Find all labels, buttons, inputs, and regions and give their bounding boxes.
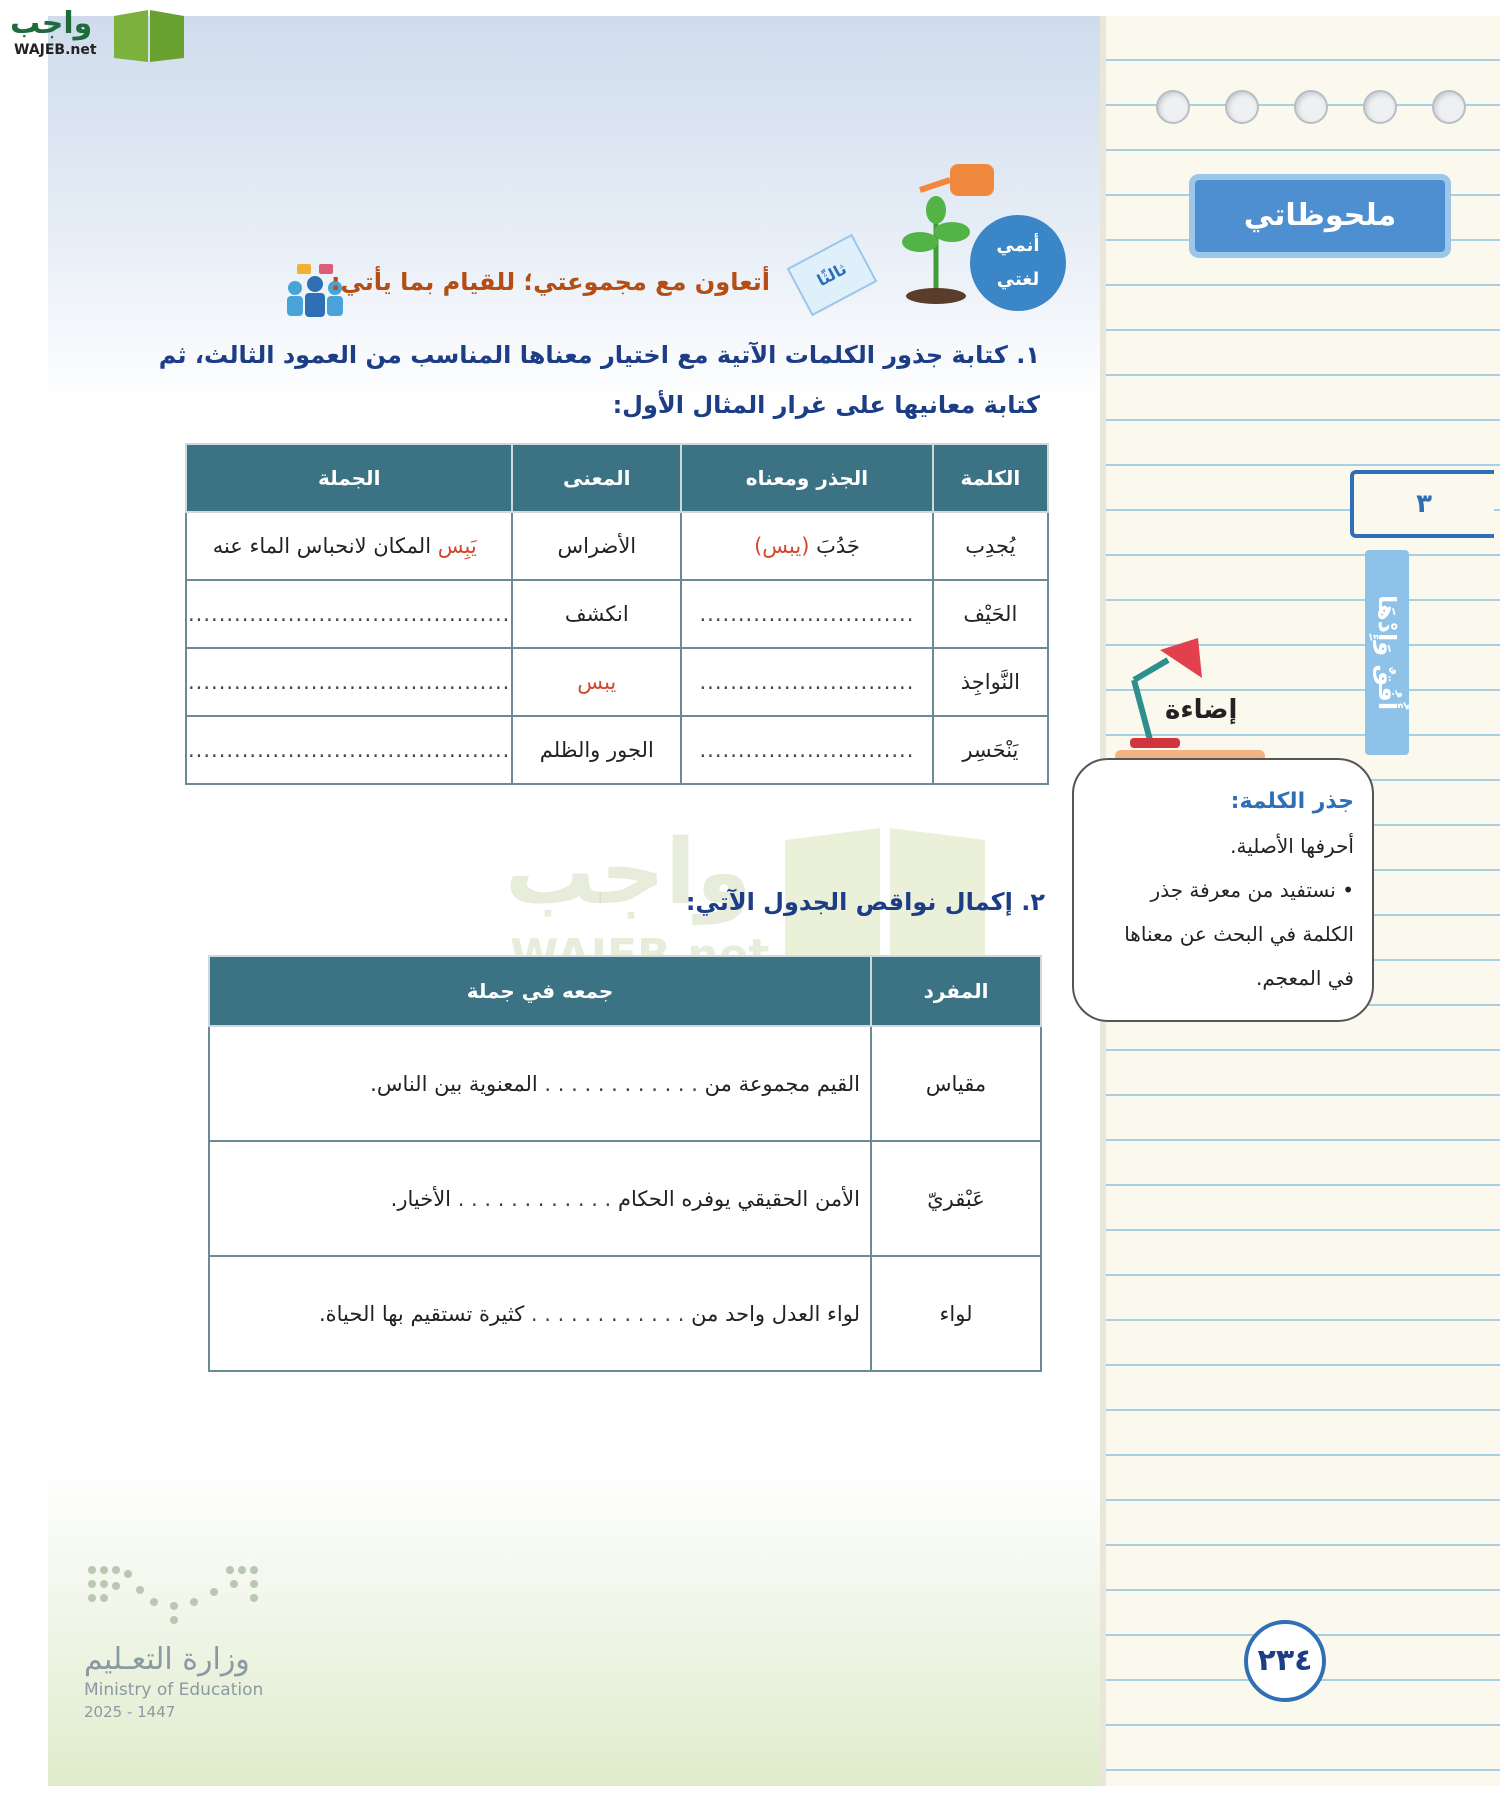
- plural-blank[interactable]: . . . . . . . . . . . .: [457, 1186, 612, 1211]
- word-cell: النَّواجِذ: [933, 648, 1048, 716]
- column-header: الكلمة: [933, 444, 1048, 512]
- roots-table: [185, 443, 1049, 785]
- column-header: المعنى: [512, 444, 681, 512]
- sentence-blank[interactable]: ..........................................: [186, 716, 512, 784]
- fill-table-title: ٢. إكمال نواقص الجدول الآتي:: [685, 888, 1045, 916]
- word-cell: يُجدِب: [933, 512, 1048, 580]
- column-header: المفرد: [871, 956, 1041, 1026]
- root-blank[interactable]: ............................: [681, 648, 933, 716]
- plurals-table: [208, 955, 1042, 1372]
- anmi-lughati-badge: [970, 215, 1066, 311]
- sentence-text: الأخيار.: [390, 1186, 452, 1211]
- root-highlight: (يبس): [754, 534, 810, 558]
- table-row: [186, 580, 1048, 648]
- word-cell: الحَيْف: [933, 580, 1048, 648]
- singular-cell: مقياس: [871, 1026, 1041, 1141]
- tip-line: في المعجم.: [1255, 966, 1354, 990]
- table-row: [209, 1256, 1041, 1371]
- sentence-blank[interactable]: ..........................................: [186, 580, 512, 648]
- plural-sentence-cell: [209, 1141, 871, 1256]
- sentence-text: لواء العدل واحد من: [691, 1301, 860, 1326]
- sentence-text: كثيرة تستقيم بها الحياة.: [318, 1301, 525, 1326]
- column-header: الجملة: [186, 444, 512, 512]
- instruction-line: ١. كتابة جذور الكلمات الآتية مع اختيار معناها المناسب من العمود الثالث، ثم: [158, 341, 1040, 369]
- plural-blank[interactable]: . . . . . . . . . . . .: [544, 1071, 698, 1096]
- tip-line: الكلمة في البحث عن معناها: [1124, 922, 1354, 946]
- sentence-text: القيم مجموعة من: [704, 1071, 860, 1096]
- sentence-text: المكان لانحباس الماء عنه: [212, 534, 438, 558]
- tip-line: أحرفها الأصلية.: [1230, 834, 1354, 858]
- academic-year: 2025 - 1447: [84, 1703, 176, 1721]
- binder-hole: [1225, 90, 1259, 124]
- binder-hole: [1156, 90, 1190, 124]
- section-card: ثالثًا: [787, 234, 878, 316]
- plural-sentence-cell: [209, 1256, 871, 1371]
- brand-logo-en[interactable]: WAJEB.net: [14, 42, 97, 58]
- root-blank[interactable]: ............................: [681, 580, 933, 648]
- sentence-text: الأمن الحقيقي يوفره الحكام: [617, 1186, 860, 1211]
- group-activity-title: أتعاون مع مجموعتي؛ للقيام بما يأتي:: [330, 268, 770, 296]
- word-cell: يَنْحَسِر: [933, 716, 1048, 784]
- notes-title-tag: ملحوظاتي: [1195, 180, 1445, 252]
- badge-line: لغتي: [996, 269, 1040, 290]
- page-number: ٢٣٤: [1244, 1620, 1326, 1702]
- plural-blank[interactable]: . . . . . . . . . . . .: [530, 1301, 685, 1326]
- tip-label: إضاءة: [1165, 695, 1238, 725]
- root-blank[interactable]: ............................: [681, 716, 933, 784]
- table-row: [209, 1141, 1041, 1256]
- singular-cell: لواء: [871, 1256, 1041, 1371]
- tip-title: جذر الكلمة:: [1230, 789, 1354, 814]
- desk-lamp-icon: [1120, 630, 1210, 755]
- root-cell: [681, 512, 933, 580]
- binder-hole: [1294, 90, 1328, 124]
- ministry-logo-icon: [84, 1562, 264, 1628]
- binder-hole: [1432, 90, 1466, 124]
- column-header: الجذر ومعناه: [681, 444, 933, 512]
- sentence-highlight: يَبِس: [437, 534, 477, 558]
- tip-box: [1072, 758, 1374, 1022]
- sentence-text: المعنوية بين الناس.: [370, 1071, 538, 1096]
- section-vertical-tab-label: أُفُقٌ وَإِدْهَا: [1373, 594, 1401, 711]
- sentence-blank[interactable]: ..........................................: [186, 648, 512, 716]
- root-text: جَدُبَ: [816, 534, 860, 558]
- binder-hole: [1363, 90, 1397, 124]
- singular-cell: عَبْقريّ: [871, 1141, 1041, 1256]
- meaning-cell: الجور والظلم: [512, 716, 681, 784]
- tip-line: • نستفيد من معرفة جذر: [1150, 878, 1354, 902]
- book-logo-icon: [110, 4, 188, 64]
- meaning-cell: الأضراس: [512, 512, 681, 580]
- table-row: [186, 512, 1048, 580]
- badge-line: أنمي: [996, 235, 1040, 256]
- instruction-line: كتابة معانيها على غرار المثال الأول:: [612, 391, 1040, 419]
- table-row: [209, 1026, 1041, 1141]
- meaning-cell: انكشف: [512, 580, 681, 648]
- column-header: جمعه في جملة: [209, 956, 871, 1026]
- instruction-text: [140, 330, 1040, 430]
- section-vertical-tab[interactable]: [1365, 550, 1409, 755]
- ministry-name-ar: وزارة التعـليم: [84, 1642, 250, 1677]
- table-row: [186, 716, 1048, 784]
- watermark-ar: واجب: [505, 820, 752, 925]
- brand-logo-ar[interactable]: واجب: [10, 6, 93, 41]
- ministry-name-en: Ministry of Education: [84, 1680, 264, 1700]
- unit-number: ٣: [1350, 470, 1494, 538]
- meaning-cell: يبس: [512, 648, 681, 716]
- plural-sentence-cell: [209, 1026, 871, 1141]
- table-row: [186, 648, 1048, 716]
- sentence-cell: [186, 512, 512, 580]
